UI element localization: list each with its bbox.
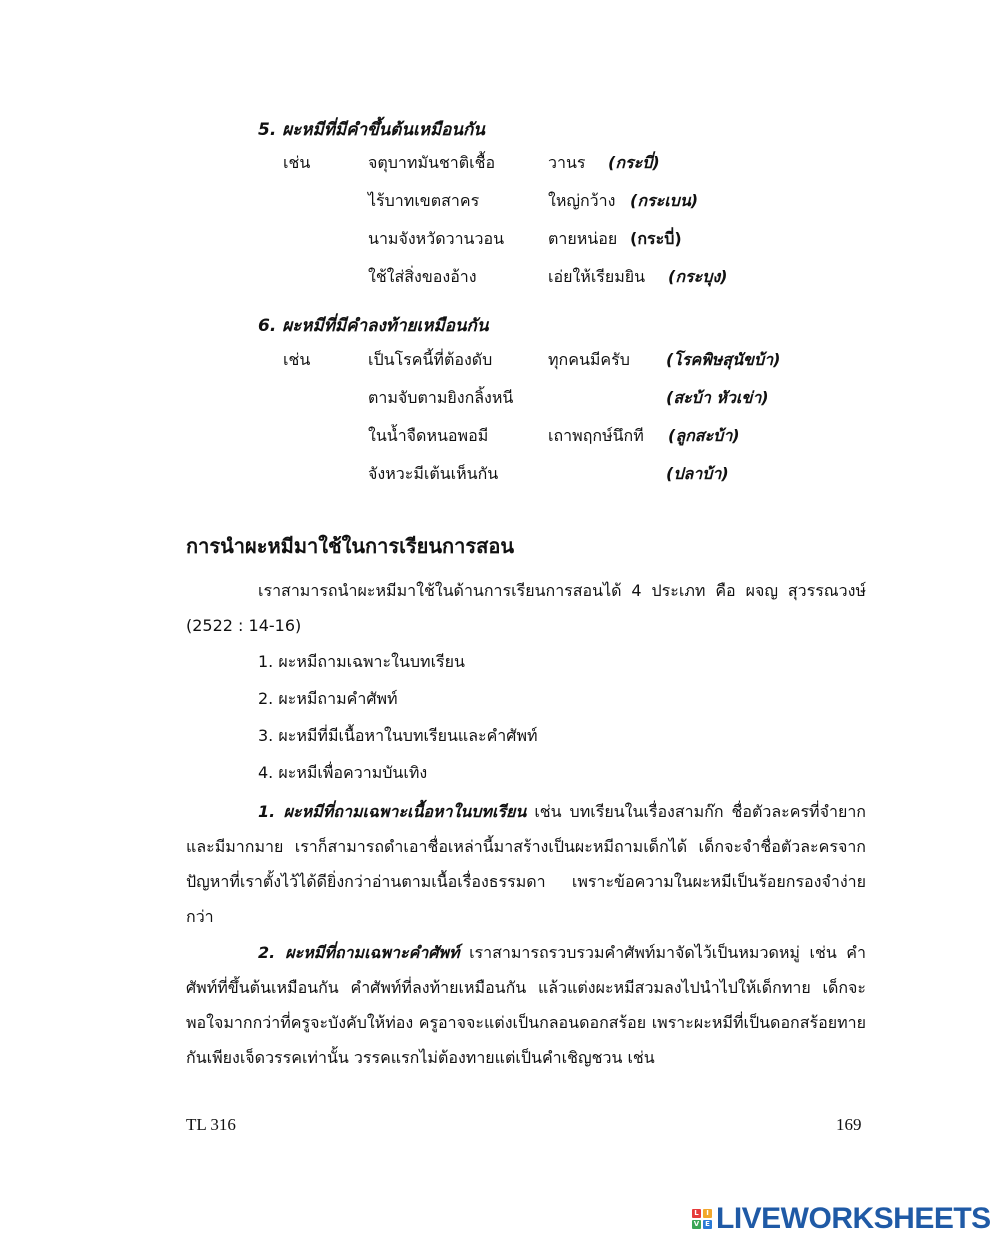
section-5-row-3-c: (กระบี่) (630, 229, 682, 248)
section-heading: การนำผะหมีมาใช้ในการเรียนการสอน (186, 534, 515, 558)
paragraph-2-text: เราสามารถรวบรวมคำศัพท์มาจัดไว้เป็นหมวดหมู่ เช่น คำศัพท์ที่ขึ้นต้นเหมือนกัน คำศัพท์ที่ลงท้ายเหมือนกัน แล้วแต่งผะหมีสวมลงไปนำไปให้เด็กทาย เด็กจะพอใจมากกว่าที่ครูจะบังคับให้ท่อง ครูอาจจะแต่งเป็นกลอนดอกสร้อย เพราะผะหมีที่เป็นดอกสร้อยทายกันเพียงเจ็ดวรรคเท่านั้น วรรคแรกไม่ต้องทายแต่เป็นคำเชิญชวน เช่น (186, 943, 866, 1067)
section-6-example-label: เช่น (283, 350, 311, 369)
section-6-row-1-c: (โรคพิษสุนัขบ้า) (666, 350, 781, 369)
section-6-title: 6. ผะหมีที่มีคำลงท้ายเหมือนกัน (258, 316, 489, 336)
section-6-row-1-b: ทุกคนมีครับ (548, 350, 630, 369)
logo-wordmark: LIVEWORKSHEETS (716, 1202, 991, 1235)
paragraph-2-lead: 2. ผะหมีที่ถามเฉพาะคำศัพท์ (258, 943, 460, 962)
section-6-row-2-a: ตามจับตามยิงกลิ้งหนี (368, 388, 514, 407)
section-6-row-4-a: จังหวะมีเต้นเห็นกัน (368, 464, 499, 483)
list-item: 3. ผะหมีที่มีเนื้อหาในบทเรียนและคำศัพท์ (258, 726, 538, 745)
section-6-row-2-c: (สะบ้า หัวเข่า) (666, 388, 769, 407)
section-5-row-4-a: ใช้ใส่สิ่งของอ้าง (368, 267, 477, 286)
section-6-row-4-c: (ปลาบ้า) (666, 464, 729, 483)
paragraph-2 (186, 935, 866, 1075)
section-6-row-3-c: (ลูกสะบ้า) (668, 426, 740, 445)
logo-cube-letter: L (692, 1209, 701, 1218)
paragraph-1 (186, 794, 866, 934)
section-5-row-1-b: วานร (548, 153, 586, 172)
logo-cube-icon (692, 1209, 712, 1229)
section-6-row-1-a: เป็นโรคนี้ที่ต้องดับ (368, 350, 493, 369)
section-5-row-3-b: ตายหน่อย (548, 229, 618, 248)
footer-course-code: TL 316 (186, 1115, 236, 1134)
intro-text: เราสามารถนำผะหมีมาใช้ในด้านการเรียนการสอนได้ 4 ประเภท คือ ผจญ สุวรรณวงษ์ (2522 : 14-16) (186, 581, 866, 635)
section-5-row-4-c: (กระบุง) (668, 267, 728, 286)
section-6-row-3-a: ในน้ำจืดหนอพอมี (368, 426, 489, 445)
section-5-row-2-a: ไร้บาทเขตสาคร (368, 191, 480, 210)
logo-cube-letter: I (703, 1209, 712, 1218)
section-5-title: 5. ผะหมีที่มีคำขึ้นต้นเหมือนกัน (258, 120, 485, 140)
section-5-row-3-a: นามจังหวัดวานวอน (368, 229, 505, 248)
list-item: 1. ผะหมีถามเฉพาะในบทเรียน (258, 652, 465, 671)
intro-paragraph (186, 573, 866, 643)
section-5-row-4-b: เอ่ยให้เรียมยิน (548, 267, 646, 286)
paragraph-1-text: เช่น บทเรียนในเรื่องสามก๊ก ชื่อตัวละครที่จำยากและมีมากมาย เราก็สามารถดำเอาชื่อเหล่านี้มาสร้างเป็นผะหมีถามเด็กได้ เด็กจะจำชื่อตัวละครจากปัญหาที่เราตั้งไว้ได้ดียิ่งกว่าอ่านตามเนื้อเรื่องธรรมดา เพราะข้อความในผะหมีเป็นร้อยกรองจำง่ายกว่า (186, 802, 866, 926)
logo-cube-letter: V (693, 1220, 700, 1228)
list-item: 4. ผะหมีเพื่อความบันเทิง (258, 763, 428, 782)
paragraph-1-lead: 1. ผะหมีที่ถามเฉพาะเนื้อหาในบทเรียน (258, 802, 527, 821)
logo-cube-letter: E (703, 1220, 712, 1229)
liveworksheets-logo (692, 1204, 991, 1234)
section-5-row-2-b: ใหญ่กว้าง (548, 191, 616, 210)
section-5-example-label: เช่น (283, 153, 311, 172)
section-5-row-1-c: (กระบี่) (608, 153, 660, 172)
section-6-row-3-b: เถาพฤกษ์นึกที (548, 426, 644, 445)
footer-page-number: 169 (836, 1115, 862, 1134)
section-5-row-2-c: (กระเบน) (630, 191, 699, 210)
section-5-row-1-a: จตุบาทมันชาติเชื้อ (368, 153, 496, 172)
list-item: 2. ผะหมีถามคำศัพท์ (258, 689, 398, 708)
